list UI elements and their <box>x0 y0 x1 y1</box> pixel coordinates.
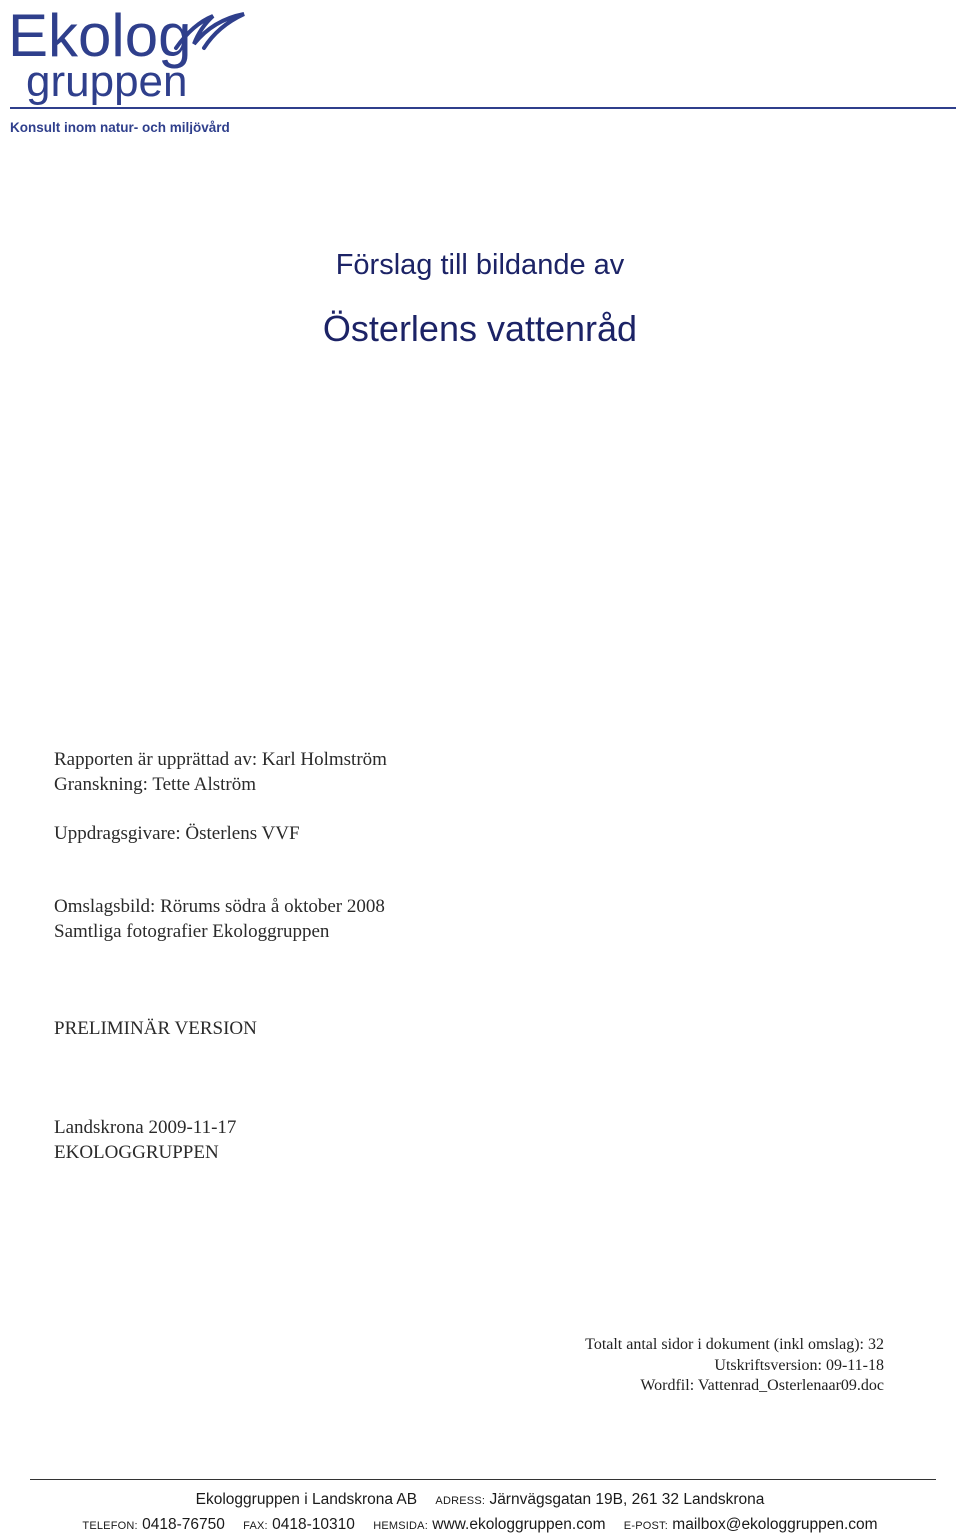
footer-divider <box>30 1479 936 1480</box>
place-date: Landskrona 2009-11-17 <box>54 1117 237 1138</box>
phone-label: TELEFON: <box>82 1520 138 1532</box>
cover-photo: Omslagsbild: Rörums södra å oktober 2008 <box>54 896 385 917</box>
email-label: E-POST: <box>623 1520 668 1532</box>
logo-tagline: Konsult inom natur- och miljövård <box>10 120 230 134</box>
place-block <box>54 1115 236 1165</box>
prepared-by: Rapporten är upprättad av: Karl Holmström <box>54 749 387 770</box>
fax-label: FAX: <box>243 1520 268 1532</box>
review: Granskning: Tette Alström <box>54 774 257 795</box>
document-stats <box>585 1335 884 1397</box>
title-line2: Österlens vattenråd <box>322 308 638 349</box>
authors-block <box>54 747 387 797</box>
all-photos: Samtliga fotografier Ekologgruppen <box>54 921 330 942</box>
logo-line1: Ekolog <box>8 4 192 69</box>
web-label: HEMSIDA: <box>373 1520 428 1532</box>
footer-line1 <box>0 1491 960 1509</box>
page-count: Totalt antal sidor i dokument (inkl omslag): 32 <box>585 1336 884 1353</box>
footer-line2 <box>0 1516 960 1534</box>
footer-phone: 0418-76750 <box>142 1516 225 1533</box>
footer-fax: 0418-10310 <box>272 1516 355 1533</box>
logo-line2: gruppen <box>26 57 188 106</box>
word-file: Wordfil: Vattenrad_Osterlenaar09.doc <box>640 1377 884 1394</box>
organization: EKOLOGGRUPPEN <box>54 1142 219 1163</box>
company-logo <box>8 4 958 134</box>
version-block <box>54 1016 257 1041</box>
photo-block <box>54 894 385 944</box>
footer-address: Järnvägsgatan 19B, 261 32 Landskrona <box>489 1491 765 1508</box>
footer-web[interactable]: www.ekologgruppen.com <box>432 1516 606 1533</box>
address-label: ADRESS: <box>435 1495 486 1507</box>
footer-company: Ekologgruppen i Landskrona AB <box>195 1491 418 1508</box>
version: PRELIMINÄR VERSION <box>54 1018 257 1039</box>
title-line1: Förslag till bildande av <box>335 249 625 281</box>
client: Uppdragsgivare: Österlens VVF <box>54 823 300 844</box>
footer-email[interactable]: mailbox@ekologgruppen.com <box>672 1516 878 1533</box>
client-block <box>54 821 300 846</box>
print-version: Utskriftsversion: 09-11-18 <box>714 1356 884 1374</box>
